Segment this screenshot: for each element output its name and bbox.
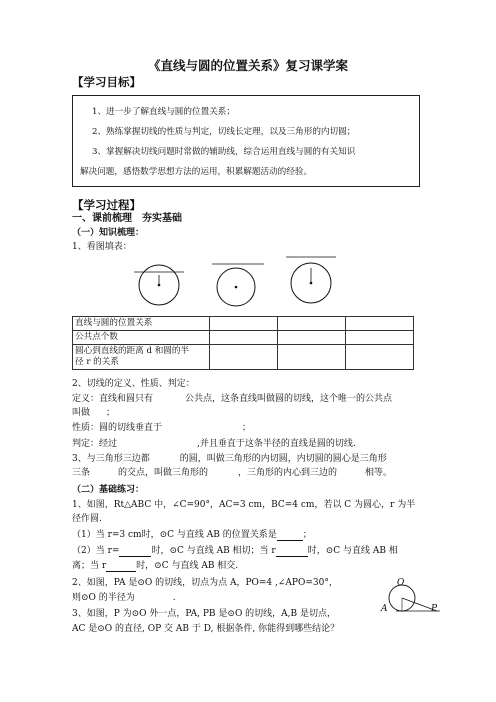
exercise-1-part-2 xyxy=(72,545,398,557)
table-cell[interactable] xyxy=(346,331,414,345)
table-cell[interactable] xyxy=(346,317,414,331)
relation-table xyxy=(72,316,414,370)
figure-label-o: O xyxy=(397,578,405,588)
judgement-text-b: ,并且垂直于这条半径的直线是圆的切线. xyxy=(197,439,356,449)
figure-tangent xyxy=(134,265,184,305)
subsection-knowledge: （一）知识梳理： xyxy=(72,228,145,238)
definition-text-c: 叫做 xyxy=(72,408,91,418)
exercise-2-line-2 xyxy=(72,592,176,604)
exercise-1-part-1-end: ； xyxy=(302,530,312,540)
answer-blank[interactable] xyxy=(277,530,303,541)
exercise-1-line-1: 1、如图，Rt△ABC 中，∠C=90°，AC=3 cm，BC=4 cm，若以 C 为圆心，r 为半 xyxy=(72,500,416,510)
judgement-text-a: 判定：经过 xyxy=(72,439,118,449)
exercise-3-line-2: AC 是⊙O 的直径, OP 交 AB 于 D, 根据条件, 你能得到哪些结论？ xyxy=(72,624,340,634)
table-row-label xyxy=(73,345,210,370)
definition-text-b: 公共点，这条直线叫做圆的切线，这个唯一的公共点 xyxy=(185,394,393,404)
table-row-label: 公共点个数 xyxy=(73,331,210,345)
section-heading: 一、课前梳理 夯实基础 xyxy=(72,213,182,224)
definition-line-2 xyxy=(72,407,115,419)
item-3-text-b: 的圆，叫做三角形的内切圆，内切圆的圆心是三角形 xyxy=(179,454,387,464)
table-cell[interactable] xyxy=(278,345,346,370)
exercise-2-text-b: 则⊙O 的半径为 xyxy=(72,593,135,603)
exercise-1-part-1-text: （1）当 r=3 cm时，⊙C 与直线 AB 的位置关系是 xyxy=(72,530,277,540)
item-3-text-e: ，三角形的内心到三边的 xyxy=(238,468,338,478)
answer-blank[interactable] xyxy=(276,546,308,557)
table-cell[interactable] xyxy=(210,331,278,345)
process-heading: 【学习过程】 xyxy=(72,198,141,212)
exercise-1-line-2: 径作圆. xyxy=(72,514,102,524)
goal-item-3: 3、掌握解决切线问题时常做的辅助线，综合运用直线与圆的有关知识 xyxy=(92,147,356,157)
item-2: 2、切线的定义、性质、判定： xyxy=(72,379,195,389)
answer-blank[interactable] xyxy=(106,561,136,572)
property-text-b: ； xyxy=(242,423,252,433)
table-row-label-line-2: 径 r 的关系 xyxy=(75,357,119,367)
table-cell[interactable] xyxy=(210,345,278,370)
item-3-text-a: 3、与三角形三边都 xyxy=(72,454,150,464)
property-text-a: 性质：圆的切线垂直于 xyxy=(72,423,163,433)
item-3-line xyxy=(72,453,387,465)
table-cell[interactable] xyxy=(346,345,414,370)
goals-heading: 【学习目标】 xyxy=(72,75,141,89)
judgement-line xyxy=(72,438,356,450)
exercise-1-part-2-text-b: 时，⊙C 与直线 AB 相切；当 r xyxy=(151,546,276,556)
exercise-1-part-2-text-e: 时，⊙C 与直线 AB 相交. xyxy=(136,561,239,571)
item-3-text-d: 的交点，叫做三角形的 xyxy=(118,468,209,478)
figure-label-a: A xyxy=(381,604,388,614)
exercise-2-text-c: . xyxy=(172,593,176,603)
item-1: 1、看图填表： xyxy=(72,242,132,252)
exercise-1-part-2-text-a: （2）当 r= xyxy=(72,546,120,556)
figure-label-p: P xyxy=(431,604,438,614)
table-row-label: 直线与圆的位置关系 xyxy=(73,317,210,331)
exercise-1-part-2-text-c: 时，⊙C 与直线 AB 相 xyxy=(307,546,398,556)
table-cell[interactable] xyxy=(278,317,346,331)
exercise-1-part-2-text-d: 离；当 r xyxy=(72,561,107,571)
table-row xyxy=(73,345,414,370)
exercise-1-part-1 xyxy=(72,529,312,541)
property-line xyxy=(72,422,251,434)
table-cell[interactable] xyxy=(210,317,278,331)
item-3-line-2 xyxy=(72,467,392,479)
exercise-1-part-2-cont xyxy=(72,560,238,572)
goal-item-3-cont: 解决问题，感悟数学思想方法的运用，积累解题活动的经验。 xyxy=(80,167,313,177)
table-row-label-line-1: 圆心到直线的距离 d 和圆的半 xyxy=(75,346,190,356)
item-3-text-f: 相等。 xyxy=(365,468,393,478)
definition-text-d: ； xyxy=(106,408,116,418)
table-cell[interactable] xyxy=(278,331,346,345)
exercise-2-line-1: 2、如图，PA 是⊙O 的切线，切点为点 A，PO=4 ,∠APO=30°， xyxy=(72,578,338,588)
goal-item-2: 2、熟练掌握切线的性质与判定，切线长定理，以及三角形的内切圆； xyxy=(92,127,356,137)
goal-item-1: 1、进一步了解直线与圆的位置关系； xyxy=(92,107,235,117)
answer-blank[interactable] xyxy=(119,546,151,557)
table-row xyxy=(73,331,414,345)
subsection-practice: （二）基础练习： xyxy=(72,485,145,495)
page-title: 《直线与圆的位置关系》复习课学案 xyxy=(147,58,348,73)
exercise-3-line-1: 3、如图，P 为⊙O 外一点，PA, PB 是⊙O 的切线，A,B 是切点， xyxy=(72,609,337,619)
table-row xyxy=(73,317,414,331)
item-3-text-c: 三条 xyxy=(72,468,91,478)
definition-text-a: 定义：直线和圆只有 xyxy=(72,394,154,404)
definition-line xyxy=(72,393,392,405)
figure-intersect xyxy=(286,257,336,303)
figure-separate xyxy=(212,264,264,306)
